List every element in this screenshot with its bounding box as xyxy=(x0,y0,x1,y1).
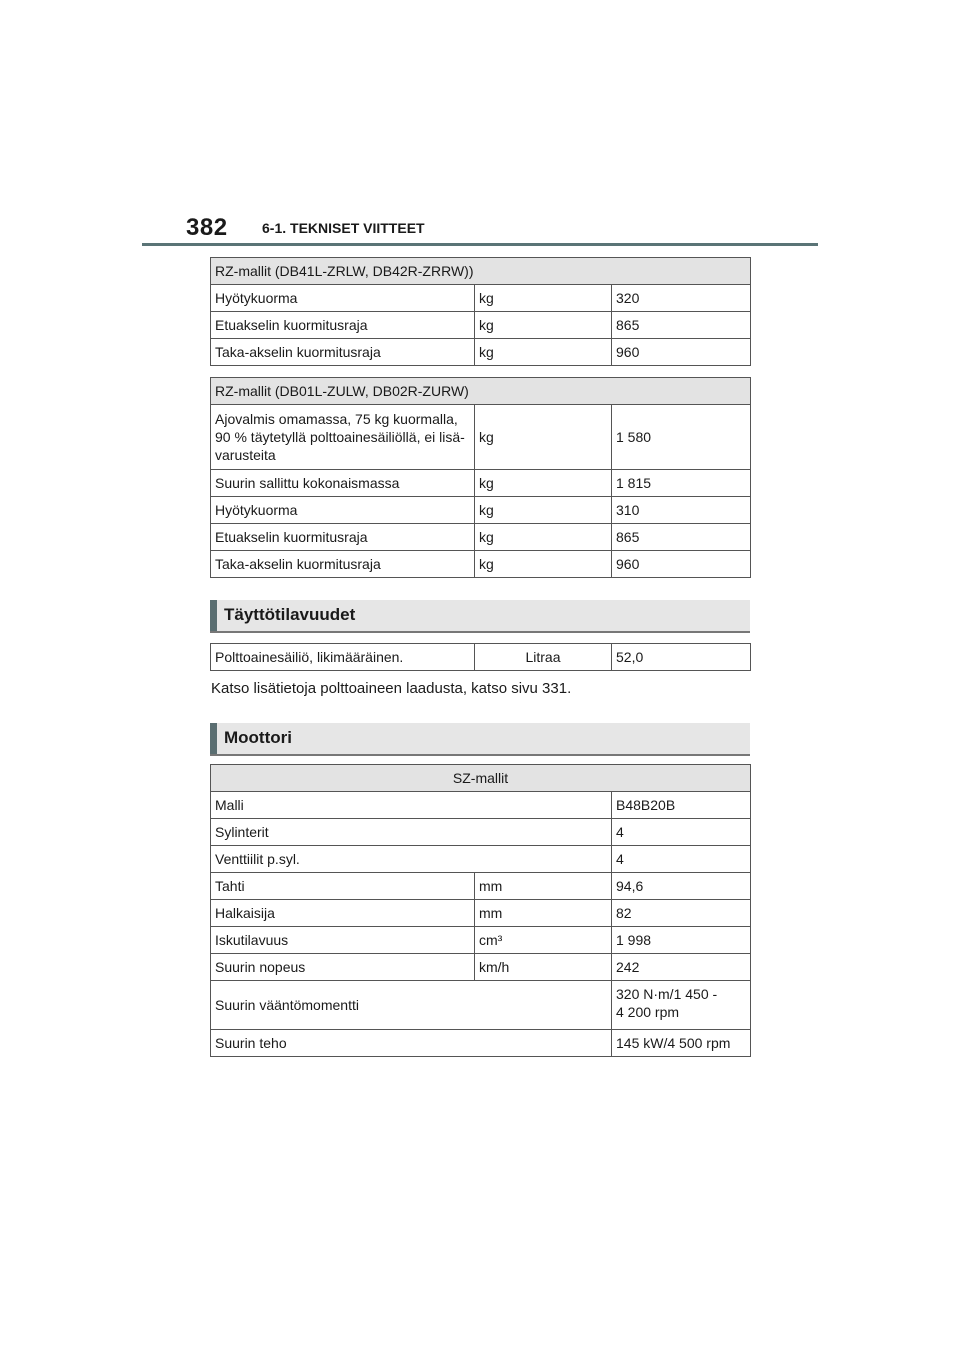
rz-table-db41l xyxy=(210,257,751,366)
table-row xyxy=(211,405,751,470)
row-value: 82 xyxy=(612,900,751,927)
row-label: Suurin sallittu kokonaismassa xyxy=(211,470,475,497)
row-label: Taka-akselin kuormitusraja xyxy=(211,339,475,366)
row-value: 52,0 xyxy=(612,644,751,671)
table-row xyxy=(211,312,751,339)
row-label: Ajovalmis omamassa, 75 kg kuormalla, 90 % täytetyllä polttoainesäiliöllä, ei lisä- varusteita xyxy=(211,405,475,470)
table-row xyxy=(211,551,751,578)
engine-table xyxy=(210,764,751,1057)
table-row xyxy=(211,873,751,900)
section-title: 6-1. TEKNISET VIITTEET xyxy=(262,220,425,236)
table-row xyxy=(211,792,751,819)
row-value: 320 N·m/1 450 - 4 200 rpm xyxy=(612,981,751,1030)
heading-accent xyxy=(210,600,217,631)
row-value: 4 xyxy=(612,846,751,873)
row-label: Suurin vääntömomentti xyxy=(211,981,612,1030)
row-value: 960 xyxy=(612,551,751,578)
row-value: 960 xyxy=(612,339,751,366)
engine-heading xyxy=(210,723,750,756)
row-value: 4 xyxy=(612,819,751,846)
row-label: Sylinterit xyxy=(211,819,612,846)
table-row xyxy=(211,981,751,1030)
row-unit: kg xyxy=(475,285,612,312)
row-value: 94,6 xyxy=(612,873,751,900)
row-unit: kg xyxy=(475,405,612,470)
row-unit: mm xyxy=(475,873,612,900)
capacity-heading xyxy=(210,600,750,633)
heading-label: Moottori xyxy=(224,728,292,747)
row-unit: kg xyxy=(475,497,612,524)
row-value: 865 xyxy=(612,312,751,339)
row-value: 865 xyxy=(612,524,751,551)
table-title: RZ-mallit (DB01L-ZULW, DB02R-ZURW) xyxy=(211,378,751,405)
table-row xyxy=(211,1030,751,1057)
row-value: 1 998 xyxy=(612,927,751,954)
row-value: 242 xyxy=(612,954,751,981)
row-value: 1 815 xyxy=(612,470,751,497)
row-value: 145 kW/4 500 rpm xyxy=(612,1030,751,1057)
row-unit: km/h xyxy=(475,954,612,981)
row-unit: kg xyxy=(475,339,612,366)
row-unit: kg xyxy=(475,470,612,497)
table-row xyxy=(211,900,751,927)
table-title: RZ-mallit (DB41L-ZRLW, DB42R-ZRRW)) xyxy=(211,258,751,285)
row-label: Etuakselin kuormitusraja xyxy=(211,524,475,551)
table-row xyxy=(211,524,751,551)
row-label: Suurin nopeus xyxy=(211,954,475,981)
row-value: 320 xyxy=(612,285,751,312)
row-value: 310 xyxy=(612,497,751,524)
row-label: Hyötykuorma xyxy=(211,285,475,312)
row-label: Tahti xyxy=(211,873,475,900)
rz-table-db01l xyxy=(210,377,751,578)
fuel-quality-note: Katso lisätietoja polttoaineen laadusta, katso sivu 331. xyxy=(211,680,572,697)
row-unit: kg xyxy=(475,312,612,339)
heading-label: Täyttötilavuudet xyxy=(224,605,356,624)
table-row xyxy=(211,285,751,312)
table-row xyxy=(211,644,751,671)
row-label: Etuakselin kuormitusraja xyxy=(211,312,475,339)
table-row xyxy=(211,927,751,954)
table-row xyxy=(211,470,751,497)
row-label: Polttoainesäiliö, likimääräinen. xyxy=(211,644,475,671)
row-value: 1 580 xyxy=(612,405,751,470)
table-row xyxy=(211,339,751,366)
capacity-table xyxy=(210,643,751,671)
row-unit: kg xyxy=(475,524,612,551)
row-label: Iskutilavuus xyxy=(211,927,475,954)
row-label: Taka-akselin kuormitusraja xyxy=(211,551,475,578)
row-label: Hyötykuorma xyxy=(211,497,475,524)
table-row xyxy=(211,497,751,524)
row-value: B48B20B xyxy=(612,792,751,819)
header-rule xyxy=(142,243,818,246)
heading-accent xyxy=(210,723,217,754)
page-number: 382 xyxy=(186,214,228,241)
row-unit: mm xyxy=(475,900,612,927)
table-title: SZ-mallit xyxy=(211,765,751,792)
table-row xyxy=(211,846,751,873)
table-row xyxy=(211,954,751,981)
row-label: Venttiilit p.syl. xyxy=(211,846,612,873)
row-label: Suurin teho xyxy=(211,1030,612,1057)
row-label: Malli xyxy=(211,792,612,819)
table-row xyxy=(211,819,751,846)
row-unit: cm³ xyxy=(475,927,612,954)
row-label: Halkaisija xyxy=(211,900,475,927)
row-unit: Litraa xyxy=(475,644,612,671)
row-unit: kg xyxy=(475,551,612,578)
